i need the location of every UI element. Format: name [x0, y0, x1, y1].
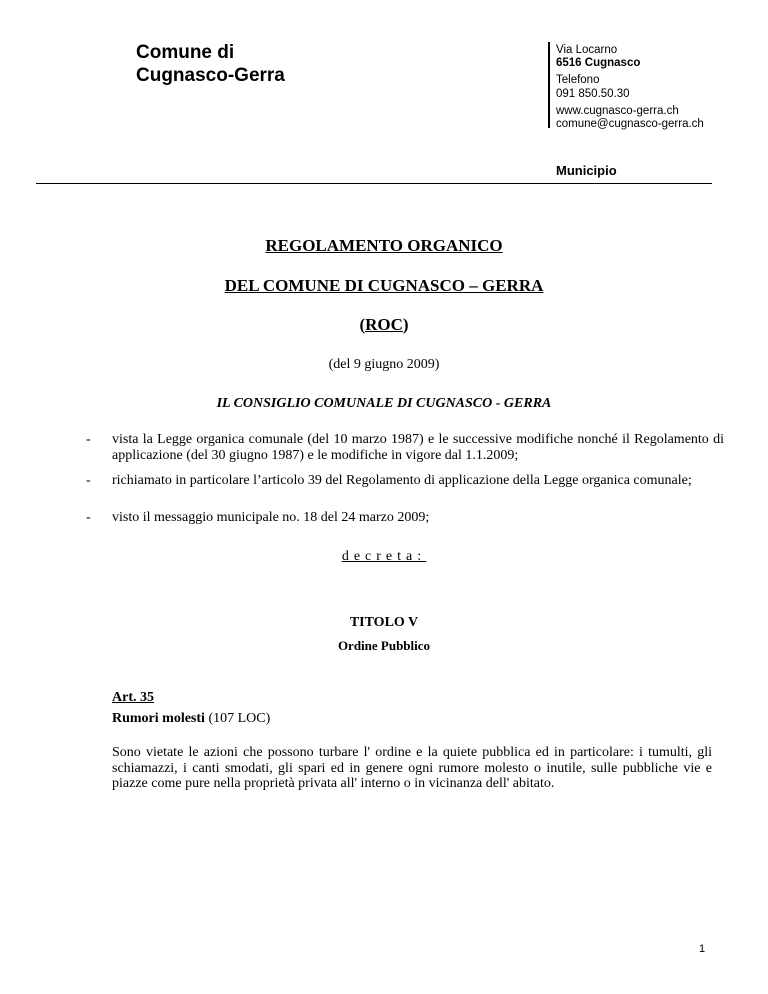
title-subheading: Ordine Pubblico [337, 638, 431, 653]
document-title: REGOLAMENTO ORGANICO [265, 236, 503, 255]
consideration-text: richiamato in particolare l’articolo 39 del Regolamento di applicazione della Legge organica comunale; [112, 473, 692, 488]
article-title: Rumori molesti [112, 711, 205, 726]
title-heading: TITOLO V [349, 615, 419, 630]
header-divider [548, 42, 550, 128]
contact-block [556, 44, 704, 131]
document-subtitle: DEL COMUNE DI CUGNASCO – GERRA [224, 276, 544, 295]
address-street: Via Locarno [556, 44, 618, 56]
decreta-text: decreta: [341, 549, 427, 564]
department-label: Municipio [556, 163, 617, 178]
abbr-text: ROC [365, 315, 403, 334]
document-date: (del 9 giugno 2009) [328, 357, 440, 372]
article-heading [112, 711, 270, 727]
article-reference: (107 LOC) [204, 711, 271, 726]
municipality-name-line2: Cugnasco-Gerra [136, 65, 285, 86]
website-link[interactable]: www.cugnasco-gerra.ch [556, 104, 679, 117]
article-number: Art. 35 [112, 690, 154, 705]
abbr-open: ( [359, 315, 366, 334]
consideration-text: visto il messaggio municipale no. 18 del 24 marzo 2009; [112, 510, 430, 525]
email-link[interactable]: comune@cugnasco-gerra.ch [556, 118, 704, 131]
phone-number: 091 850.50.30 [556, 87, 630, 100]
abbr-close: ) [402, 315, 409, 334]
list-dash: - [86, 510, 91, 525]
consideration-text: vista la Legge organica comunale (del 10 marzo 1987) e le successive modifiche nonché il Regolamento di applicazione (del 30 giugno 1987) e le modifiche in vigore dal 1.1.2009; [112, 432, 724, 463]
document-abbreviation [0, 315, 768, 335]
page-number: 1 [698, 943, 706, 955]
municipality-name-line1: Comune di [136, 42, 235, 63]
council-heading: IL CONSIGLIO COMUNALE DI CUGNASCO - GERRA [216, 396, 552, 411]
decreta-heading [0, 549, 768, 565]
address-city: 6516 Cugnasco [556, 57, 641, 70]
phone-label: Telefono [556, 74, 600, 87]
list-dash: - [86, 473, 91, 488]
article-text: Sono vietate le azioni che possono turbare l' ordine e la quiete pubblica ed in particolare: i tumulti, gli schiamazzi, i canti smodati, gli spari ed in genere ogni rumore molesto o inutile, sulle pubbliche vie e piazze come pure nella proprietà privata all' interno o in vicinanza dell' abitato. [112, 745, 712, 791]
municipality-name [136, 41, 285, 87]
header-rule [36, 183, 712, 184]
list-dash: - [86, 432, 91, 447]
